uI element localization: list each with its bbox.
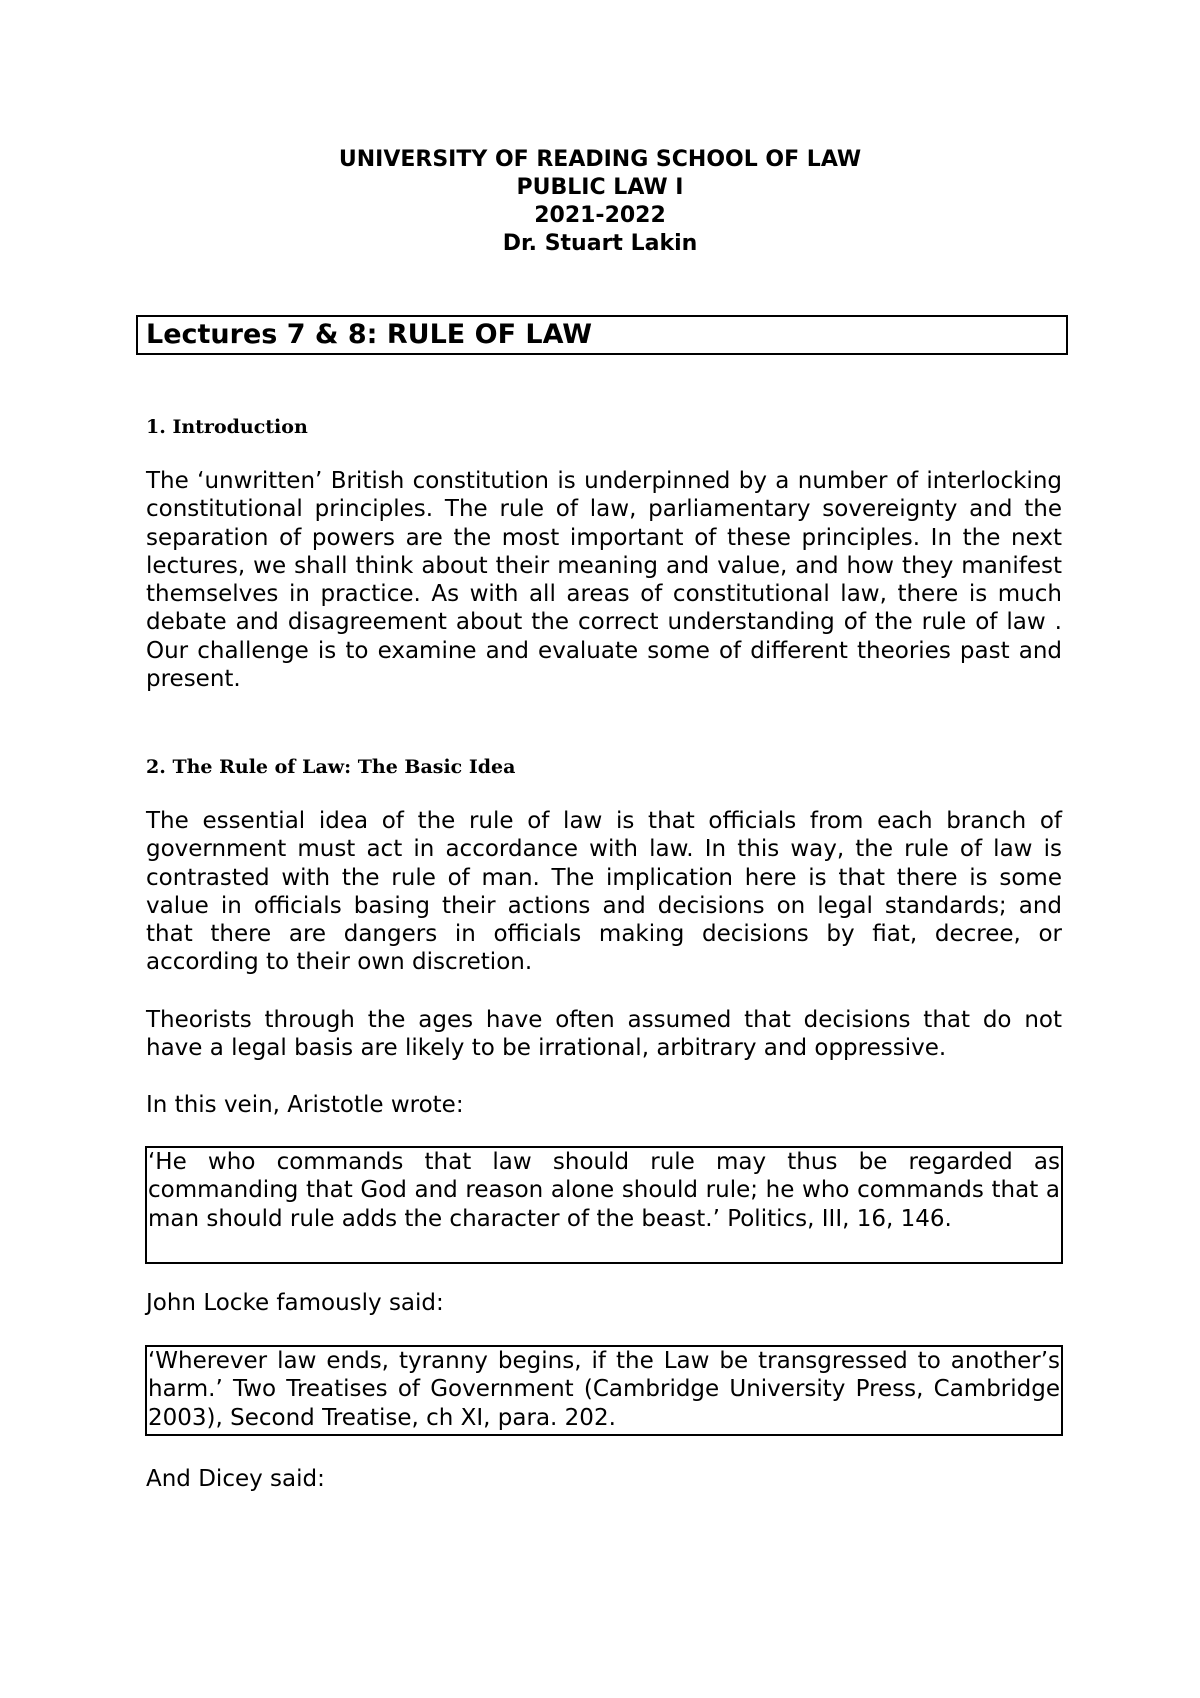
lecturer-name: Dr. Stuart Lakin xyxy=(502,231,698,256)
theorists-paragraph: Theorists through the ages have often assumed that decisions that do not have a legal basis are likely to be irrational, arbitrary and oppressive. xyxy=(146,1007,1062,1062)
aristotle-quote: ‘He who commands that law should rule may thus be regarded as commanding that God and reason alone should rule; he who commands that a man should rule adds the character of the beast.’ Politics, III, 16, 146. xyxy=(148,1149,1060,1232)
aristotle-quote-box xyxy=(145,1146,1063,1264)
locke-quote: ‘Wherever law ends, tyranny begins, if the Law be transgressed to another’s harm.’ Two Treatises of Government (Cambridge University Press, Cambridge 2003), Second Treatise, ch XI, para. 202. xyxy=(148,1348,1060,1431)
course-name: PUBLIC LAW I xyxy=(516,175,684,200)
lecture-title-box xyxy=(136,315,1068,355)
section-heading-introduction: 1. Introduction xyxy=(146,416,308,438)
basic-idea-paragraph: The essential idea of the rule of law is that officials from each branch of government must act in accordance with law. In this way, the rule of law is contrasted with the rule of man. The implication here is that there is some value in officials basing their actions and decisions on legal standards; and that there are dangers in officials making decisions by fiat, decree, or according to their own discretion. xyxy=(146,808,1062,976)
dicey-intro: And Dicey said: xyxy=(146,1466,325,1492)
locke-intro: John Locke famously said: xyxy=(146,1290,444,1316)
lecture-title: Lectures 7 & 8: RULE OF LAW xyxy=(146,319,593,350)
aristotle-intro: In this vein, Aristotle wrote: xyxy=(146,1092,464,1118)
locke-quote-box xyxy=(145,1345,1063,1436)
section-heading-basic-idea: 2. The Rule of Law: The Basic Idea xyxy=(146,756,516,778)
institution-name: UNIVERSITY OF READING SCHOOL OF LAW xyxy=(338,147,862,172)
academic-year: 2021-2022 xyxy=(534,203,666,228)
document-header xyxy=(0,146,1200,258)
introduction-paragraph: The ‘unwritten’ British constitution is underpinned by a number of interlocking constitutional principles. The rule of law, parliamentary sovereignty and the separation of powers are the most important of these principles. In the next lectures, we shall think about their meaning and value, and how they manifest themselves in practice. As with all areas of constitutional law, there is much debate and disagreement about the correct understanding of the rule of law . Our challenge is to examine and evaluate some of different theories past and present. xyxy=(146,468,1062,693)
